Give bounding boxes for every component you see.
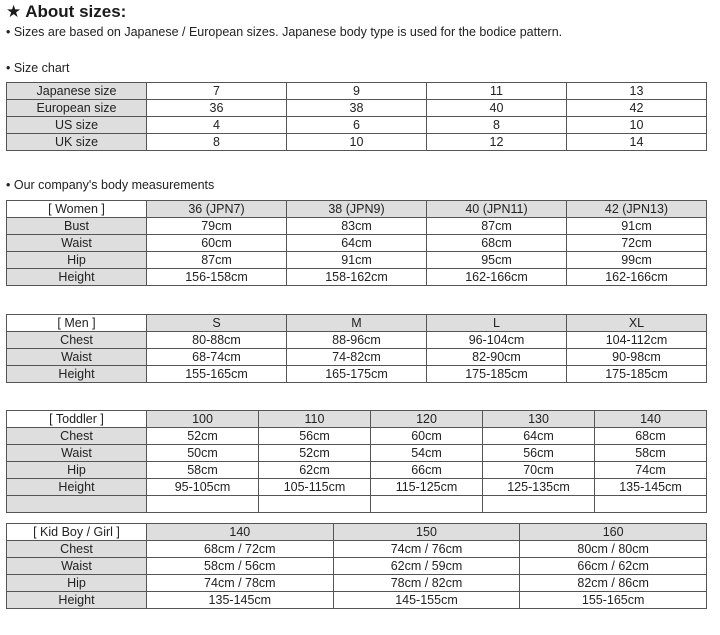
column-header: 36 (JPN7) — [147, 201, 287, 218]
table-cell: 4 — [147, 117, 287, 134]
table-cell: 105-115cm — [259, 479, 371, 496]
table-row — [7, 100, 707, 117]
table-cell: 74-82cm — [287, 349, 427, 366]
row-label: Bust — [7, 218, 147, 235]
table-cell: 78cm / 82cm — [333, 575, 520, 592]
row-label: Height — [7, 592, 147, 609]
table-cell: 87cm — [427, 218, 567, 235]
row-label: Height — [7, 269, 147, 286]
table-cell: 82-90cm — [427, 349, 567, 366]
table-row — [7, 445, 707, 462]
table-header-row — [7, 524, 707, 541]
table-cell: 66cm / 62cm — [520, 558, 707, 575]
measurements-heading: • Our company's body measurements — [6, 178, 215, 192]
table-row — [7, 252, 707, 269]
table-row — [7, 479, 707, 496]
table-cell: 38 — [287, 100, 427, 117]
table-cell: 64cm — [287, 235, 427, 252]
column-header: M — [287, 315, 427, 332]
column-header: 160 — [520, 524, 707, 541]
column-header: 120 — [371, 411, 483, 428]
men-table — [6, 314, 707, 383]
table-row — [7, 366, 707, 383]
star-icon: ★ — [6, 2, 22, 21]
row-label: UK size — [7, 134, 147, 151]
table-cell: 158-162cm — [287, 269, 427, 286]
table-cell: 91cm — [567, 218, 707, 235]
table-cell: 99cm — [567, 252, 707, 269]
row-label: Height — [7, 366, 147, 383]
table-cell — [147, 496, 259, 513]
table-cell: 70cm — [483, 462, 595, 479]
table-cell: 155-165cm — [520, 592, 707, 609]
table-row — [7, 349, 707, 366]
table-row — [7, 496, 707, 513]
column-header: 40 (JPN11) — [427, 201, 567, 218]
column-header: 150 — [333, 524, 520, 541]
table-cell: 104-112cm — [567, 332, 707, 349]
size-chart-heading: • Size chart — [6, 61, 70, 75]
table-cell: 125-135cm — [483, 479, 595, 496]
intro-note: • Sizes are based on Japanese / European sizes. Japanese body type is used for the bodice pattern. — [6, 25, 563, 39]
table-cell: 72cm — [567, 235, 707, 252]
table-cell: 83cm — [287, 218, 427, 235]
table-cell: 7 — [147, 83, 287, 100]
table-cell: 40 — [427, 100, 567, 117]
table-row — [7, 117, 707, 134]
table-cell: 54cm — [371, 445, 483, 462]
table-cell: 10 — [287, 134, 427, 151]
table-header-row — [7, 411, 707, 428]
table-header-row — [7, 315, 707, 332]
table-row — [7, 332, 707, 349]
row-label: Height — [7, 479, 147, 496]
column-header: XL — [567, 315, 707, 332]
table-cell: 135-145cm — [595, 479, 707, 496]
table-cell — [595, 496, 707, 513]
row-label: Waist — [7, 349, 147, 366]
table-cell: 14 — [567, 134, 707, 151]
table-cell: 156-158cm — [147, 269, 287, 286]
row-label: Waist — [7, 558, 147, 575]
table-cell: 6 — [287, 117, 427, 134]
table-cell: 155-165cm — [147, 366, 287, 383]
table-cell: 8 — [427, 117, 567, 134]
table-cell: 62cm — [259, 462, 371, 479]
table-cell: 74cm / 76cm — [333, 541, 520, 558]
table-cell: 56cm — [259, 428, 371, 445]
table-cell: 162-166cm — [567, 269, 707, 286]
table-cell: 66cm — [371, 462, 483, 479]
table-cell: 95-105cm — [147, 479, 259, 496]
table-row — [7, 541, 707, 558]
table-cell: 8 — [147, 134, 287, 151]
page-title — [6, 2, 126, 22]
row-label: Chest — [7, 332, 147, 349]
row-label — [7, 496, 147, 513]
table-cell: 12 — [427, 134, 567, 151]
table-row — [7, 575, 707, 592]
table-cell: 95cm — [427, 252, 567, 269]
size-chart-table — [6, 82, 707, 151]
column-header: 140 — [147, 524, 334, 541]
table-cell: 96-104cm — [427, 332, 567, 349]
row-label: Hip — [7, 252, 147, 269]
table-cell — [483, 496, 595, 513]
table-row — [7, 592, 707, 609]
table-cell: 62cm / 59cm — [333, 558, 520, 575]
table-cell: 68cm — [595, 428, 707, 445]
table-cell: 36 — [147, 100, 287, 117]
table-cell: 58cm — [147, 462, 259, 479]
table-cell: 165-175cm — [287, 366, 427, 383]
column-header: S — [147, 315, 287, 332]
row-label: European size — [7, 100, 147, 117]
column-header: 110 — [259, 411, 371, 428]
column-header: 130 — [483, 411, 595, 428]
table-row — [7, 218, 707, 235]
table-cell: 74cm / 78cm — [147, 575, 334, 592]
table-cell: 60cm — [147, 235, 287, 252]
table-cell: 82cm / 86cm — [520, 575, 707, 592]
table-cell: 87cm — [147, 252, 287, 269]
table-cell: 52cm — [259, 445, 371, 462]
table-cell: 58cm — [595, 445, 707, 462]
table-cell: 56cm — [483, 445, 595, 462]
table-row — [7, 428, 707, 445]
table-cell: 9 — [287, 83, 427, 100]
table-cell: 50cm — [147, 445, 259, 462]
row-label: Hip — [7, 462, 147, 479]
table-cell: 115-125cm — [371, 479, 483, 496]
table-cell — [371, 496, 483, 513]
table-cell: 88-96cm — [287, 332, 427, 349]
row-label: Waist — [7, 235, 147, 252]
kid-label: [ Kid Boy / Girl ] — [7, 524, 147, 541]
table-cell: 68cm — [427, 235, 567, 252]
table-cell: 135-145cm — [147, 592, 334, 609]
table-cell: 74cm — [595, 462, 707, 479]
table-cell: 162-166cm — [427, 269, 567, 286]
table-cell: 11 — [427, 83, 567, 100]
table-cell: 42 — [567, 100, 707, 117]
column-header: 140 — [595, 411, 707, 428]
table-cell — [259, 496, 371, 513]
table-cell: 64cm — [483, 428, 595, 445]
table-row — [7, 134, 707, 151]
table-cell: 68-74cm — [147, 349, 287, 366]
row-label: US size — [7, 117, 147, 134]
table-row — [7, 83, 707, 100]
table-cell: 80cm / 80cm — [520, 541, 707, 558]
row-label: Chest — [7, 541, 147, 558]
table-cell: 52cm — [147, 428, 259, 445]
women-label: [ Women ] — [7, 201, 147, 218]
table-cell: 80-88cm — [147, 332, 287, 349]
column-header: 42 (JPN13) — [567, 201, 707, 218]
men-label: [ Men ] — [7, 315, 147, 332]
table-row — [7, 462, 707, 479]
table-cell: 10 — [567, 117, 707, 134]
table-cell: 91cm — [287, 252, 427, 269]
table-cell: 79cm — [147, 218, 287, 235]
table-cell: 68cm / 72cm — [147, 541, 334, 558]
row-label: Hip — [7, 575, 147, 592]
table-cell: 175-185cm — [567, 366, 707, 383]
column-header: 100 — [147, 411, 259, 428]
toddler-label: [ Toddler ] — [7, 411, 147, 428]
table-row — [7, 269, 707, 286]
table-row — [7, 558, 707, 575]
table-cell: 58cm / 56cm — [147, 558, 334, 575]
table-cell: 145-155cm — [333, 592, 520, 609]
table-cell: 90-98cm — [567, 349, 707, 366]
table-row — [7, 235, 707, 252]
row-label: Chest — [7, 428, 147, 445]
table-cell: 13 — [567, 83, 707, 100]
table-cell: 175-185cm — [427, 366, 567, 383]
toddler-table — [6, 410, 707, 513]
table-cell: 60cm — [371, 428, 483, 445]
row-label: Waist — [7, 445, 147, 462]
column-header: L — [427, 315, 567, 332]
women-table — [6, 200, 707, 286]
kid-table — [6, 523, 707, 609]
column-header: 38 (JPN9) — [287, 201, 427, 218]
row-label: Japanese size — [7, 83, 147, 100]
page-title-text: About sizes: — [25, 2, 127, 21]
table-header-row — [7, 201, 707, 218]
